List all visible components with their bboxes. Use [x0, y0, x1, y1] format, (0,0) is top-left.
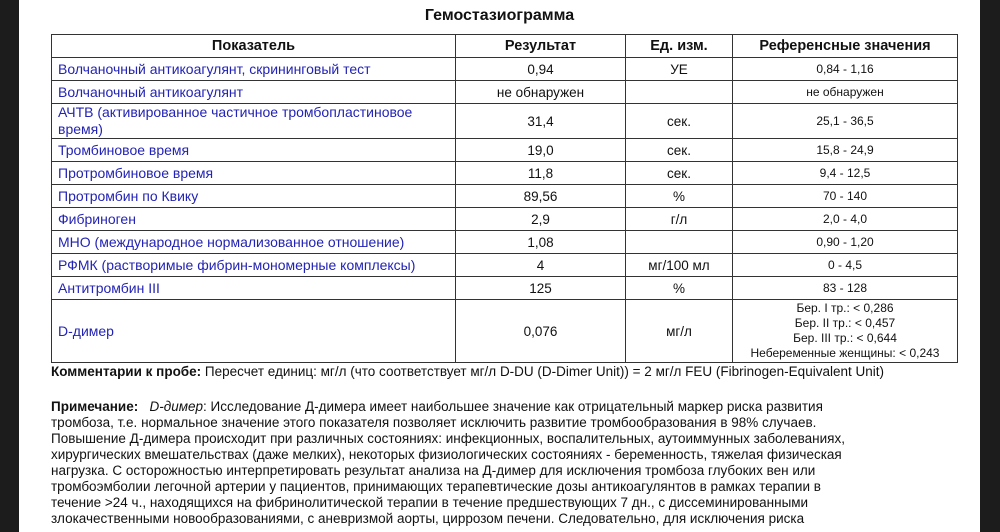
header-indicator: Показатель: [52, 35, 456, 58]
reference-cell: 0,90 - 1,20: [733, 231, 958, 254]
note-line: течение >24 ч., находящихся на фибринолитической терапии в течение предшествующих 7 дн., с диссеминированными: [51, 495, 809, 510]
result-cell: 31,4: [456, 104, 626, 139]
indicator-cell: Протромбин по Квику: [52, 185, 456, 208]
header-unit: Ед. изм.: [626, 35, 733, 58]
unit-cell: г/л: [626, 208, 733, 231]
unit-cell: мг/л: [626, 300, 733, 363]
note-term: D-димер: [149, 399, 203, 414]
result-cell: 2,9: [456, 208, 626, 231]
reference-cell: 0 - 4,5: [733, 254, 958, 277]
unit-cell: мг/100 мл: [626, 254, 733, 277]
indicator-cell: Волчаночный антикоагулянт, скрининговый тест: [52, 58, 456, 81]
note-line: нагрузка. С осторожностью интерпретировать результат анализа на Д-димер для исключения тромбоза глубоких вен или: [51, 463, 816, 478]
result-cell: 19,0: [456, 139, 626, 162]
indicator-cell: Протромбиновое время: [52, 162, 456, 185]
table-row: [52, 231, 958, 254]
indicator-cell: Волчаночный антикоагулянт: [52, 81, 456, 104]
unit-cell: сек.: [626, 139, 733, 162]
result-cell: 0,94: [456, 58, 626, 81]
result-cell: 1,08: [456, 231, 626, 254]
result-cell: 4: [456, 254, 626, 277]
unit-cell: [626, 81, 733, 104]
note-line: хирургических вмешательствах (даже мелких), некоторых физиологических состояниях - беременность, тяжелая физическая: [51, 447, 842, 462]
indicator-cell: РФМК (растворимые фибрин-мономерные комплексы): [52, 254, 456, 277]
indicator-cell: Фибриноген: [52, 208, 456, 231]
header-result: Результат: [456, 35, 626, 58]
reference-cell: [733, 300, 958, 363]
table-row: [52, 185, 958, 208]
table-row: [52, 277, 958, 300]
header-reference: Референсные значения: [733, 35, 958, 58]
indicator-cell: D-димер: [52, 300, 456, 363]
unit-cell: %: [626, 185, 733, 208]
table-row: [52, 58, 958, 81]
reference-cell: 25,1 - 36,5: [733, 104, 958, 139]
comment-text: Пересчет единиц: мг/л (что соответствует мг/л D-DU (D-Dimer Unit)) = 2 мг/л FEU (Fibrinogen-Equivalent Unit): [204, 364, 884, 379]
note-line: злокачественными новообразованиями, с аневризмой аорты, циррозом печени. Следовательно, для исключения риска: [51, 511, 805, 526]
reference-line: Бер. I тр.: < 0,286: [796, 301, 894, 315]
document-title: Гемостазиограмма: [424, 7, 575, 24]
table-row: [52, 162, 958, 185]
indicator-cell: МНО (международное нормализованное отношение): [52, 231, 456, 254]
table-row: [52, 81, 958, 104]
reference-line: Небеременные женщины: < 0,243: [750, 346, 940, 360]
note-line: тромбоэмболии легочной артерии у пациентов, принимающих терапевтические дозы антикоагулянтов в рамках терапии в: [51, 479, 821, 494]
indicator-cell: Тромбиновое время: [52, 139, 456, 162]
reference-line: Бер. II тр.: < 0,457: [794, 316, 896, 330]
reference-cell: не обнаружен: [733, 81, 958, 104]
comment-label: Комментарии к пробе:: [51, 364, 202, 379]
reference-cell: 83 - 128: [733, 277, 958, 300]
note: [51, 399, 971, 527]
note-line: : Исследование Д-димера имеет наибольшее значение как отрицательный маркер риска развития: [202, 399, 823, 414]
indicator-cell: Антитромбин III: [52, 277, 456, 300]
indicator-cell: АЧТВ (активированное частичное тромбопластиновое время): [52, 104, 456, 139]
unit-cell: сек.: [626, 104, 733, 139]
result-cell: 0,076: [456, 300, 626, 363]
reference-cell: 2,0 - 4,0: [733, 208, 958, 231]
unit-cell: %: [626, 277, 733, 300]
reference-cell: 9,4 - 12,5: [733, 162, 958, 185]
sample-comment: [51, 364, 951, 380]
result-cell: 125: [456, 277, 626, 300]
unit-cell: [626, 231, 733, 254]
note-line: Повышение Д-димера происходит при различных состояниях: инфекционных, воспалительных, аутоиммунных заболеваниях,: [51, 431, 845, 446]
table-row: [52, 104, 958, 139]
reference-cell: 15,8 - 24,9: [733, 139, 958, 162]
table-row: [52, 254, 958, 277]
unit-cell: УЕ: [626, 58, 733, 81]
table-row: [52, 139, 958, 162]
result-cell: 11,8: [456, 162, 626, 185]
result-cell: не обнаружен: [456, 81, 626, 104]
note-line: тромбоза, т.е. нормальное значение этого показателя позволяет исключить развитие тромбообразования в 98% случаев.: [51, 415, 817, 430]
document-page: [19, 0, 980, 532]
reference-cell: 0,84 - 1,16: [733, 58, 958, 81]
table-row: [52, 208, 958, 231]
reference-line: Бер. III тр.: < 0,644: [793, 331, 897, 345]
note-label: Примечание:: [51, 399, 139, 414]
unit-cell: сек.: [626, 162, 733, 185]
table-header: [52, 35, 958, 58]
results-table: [51, 34, 958, 363]
table-row: [52, 300, 958, 363]
reference-cell: 70 - 140: [733, 185, 958, 208]
result-cell: 89,56: [456, 185, 626, 208]
